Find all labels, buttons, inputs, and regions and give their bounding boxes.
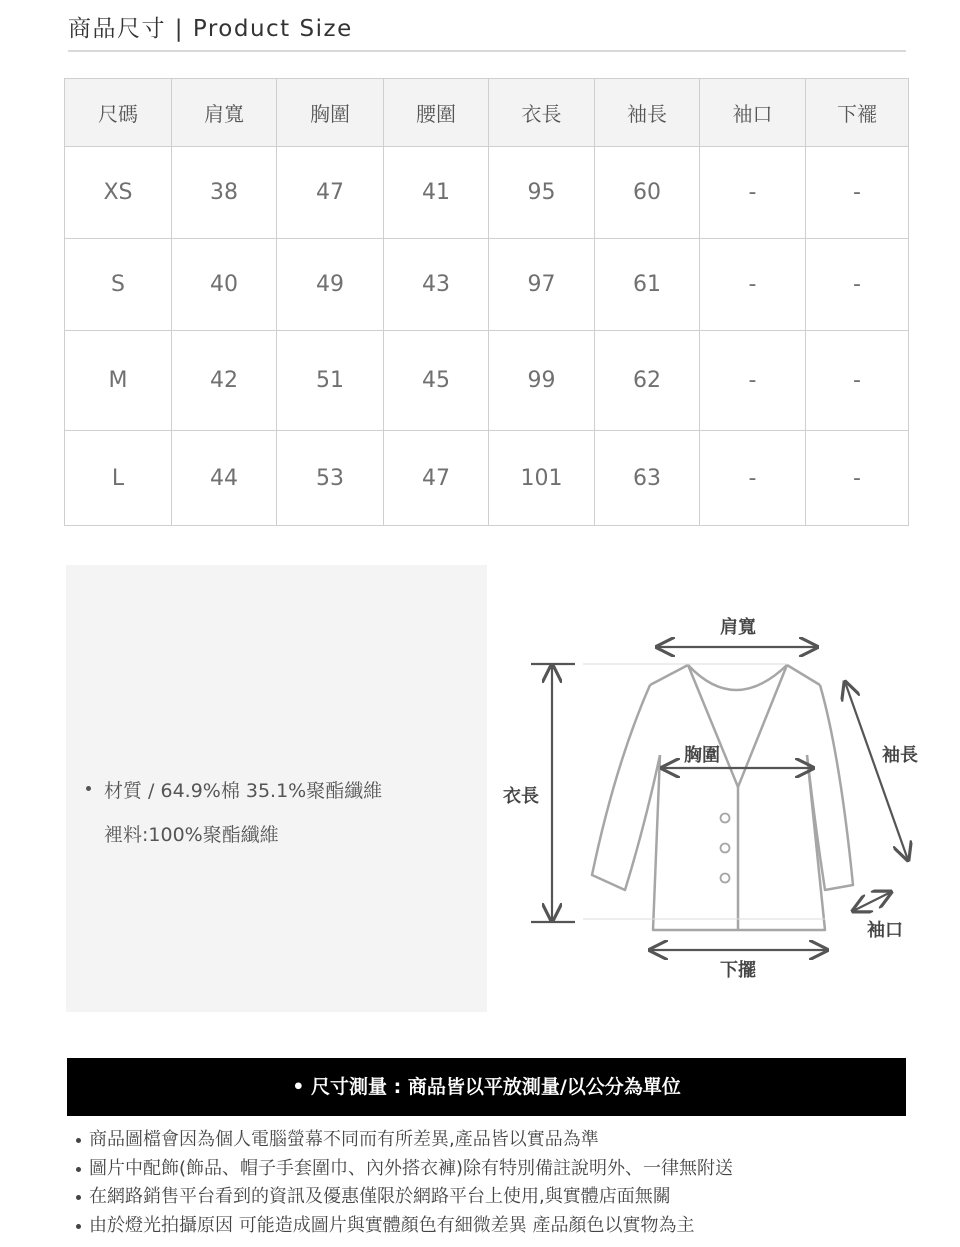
table-cell: - <box>806 147 909 239</box>
header-chest: 胸圍 <box>277 79 384 147</box>
header-shoulder: 肩寬 <box>172 79 277 147</box>
table-cell: 47 <box>384 431 489 526</box>
list-item: 在網路銷售平台看到的資訊及優惠僅限於網路平台上使用,與實體店面無關 <box>75 1183 733 1212</box>
list-item: 由於燈光拍攝原因 可能造成圖片與實體顏色有細微差異 產品顏色以實物為主 <box>75 1212 733 1241</box>
header-waist: 腰圍 <box>384 79 489 147</box>
chest-label: 胸圍 <box>684 745 720 766</box>
sleeve-arrow <box>845 682 908 860</box>
table-cell: - <box>700 331 806 431</box>
table-cell: 51 <box>277 331 384 431</box>
table-cell: S <box>65 239 172 331</box>
table-cell: 101 <box>489 431 595 526</box>
garment-measurement-diagram <box>495 605 935 995</box>
header-size: 尺碼 <box>65 79 172 147</box>
length-label: 衣長 <box>503 786 539 807</box>
cuff-label: 袖口 <box>867 920 903 941</box>
size-table <box>64 78 909 526</box>
table-cell: - <box>700 147 806 239</box>
header-cuff: 袖口 <box>700 79 806 147</box>
table-row <box>65 239 909 331</box>
lining-composition: 裡料:100%聚酯纖維 <box>104 824 279 846</box>
table-row <box>65 331 909 431</box>
shoulder-label: 肩寬 <box>720 617 756 638</box>
table-cell: XS <box>65 147 172 239</box>
section-title: 商品尺寸 | Product Size <box>68 16 353 42</box>
cardigan-outline <box>592 665 853 930</box>
table-cell: 41 <box>384 147 489 239</box>
table-cell: - <box>700 431 806 526</box>
hem-label: 下擺 <box>720 960 756 981</box>
table-cell: 49 <box>277 239 384 331</box>
material-composition: 材質 / 64.9%棉 35.1%聚酯纖維 <box>104 780 383 802</box>
table-cell: 53 <box>277 431 384 526</box>
sleeve-label: 袖長 <box>882 745 918 766</box>
measurement-notice-bar: • 尺寸測量 : 商品皆以平放測量/以公分為單位 <box>67 1058 906 1116</box>
table-row <box>65 431 909 526</box>
table-cell: 99 <box>489 331 595 431</box>
table-cell: 63 <box>595 431 700 526</box>
table-cell: M <box>65 331 172 431</box>
table-cell: - <box>806 239 909 331</box>
table-cell: - <box>806 431 909 526</box>
table-cell: 42 <box>172 331 277 431</box>
table-cell: - <box>806 331 909 431</box>
table-cell: 45 <box>384 331 489 431</box>
table-cell: 38 <box>172 147 277 239</box>
button-icon <box>721 844 730 853</box>
button-icon <box>721 874 730 883</box>
bullet-icon <box>86 786 91 791</box>
header-length: 衣長 <box>489 79 595 147</box>
notes-list <box>75 1126 733 1241</box>
table-cell: 43 <box>384 239 489 331</box>
table-cell: 60 <box>595 147 700 239</box>
material-panel <box>66 565 487 1012</box>
header-sleeve: 袖長 <box>595 79 700 147</box>
list-item: 圖片中配飾(飾品、帽子手套圍巾、內外搭衣褲)除有特別備註說明外、一律無附送 <box>75 1155 733 1184</box>
table-cell: 44 <box>172 431 277 526</box>
table-cell: 62 <box>595 331 700 431</box>
table-row <box>65 147 909 239</box>
table-cell: 97 <box>489 239 595 331</box>
button-icon <box>721 814 730 823</box>
table-cell: 47 <box>277 147 384 239</box>
cuff-arrow <box>853 892 891 911</box>
table-cell: 40 <box>172 239 277 331</box>
table-cell: 61 <box>595 239 700 331</box>
list-item: 商品圖檔會因為個人電腦螢幕不同而有所差異,產品皆以實品為準 <box>75 1126 733 1155</box>
table-cell: 95 <box>489 147 595 239</box>
table-cell: L <box>65 431 172 526</box>
table-header-row <box>65 79 909 147</box>
page-header <box>68 8 906 52</box>
buttons <box>721 814 730 883</box>
header-hem: 下襬 <box>806 79 909 147</box>
table-cell: - <box>700 239 806 331</box>
